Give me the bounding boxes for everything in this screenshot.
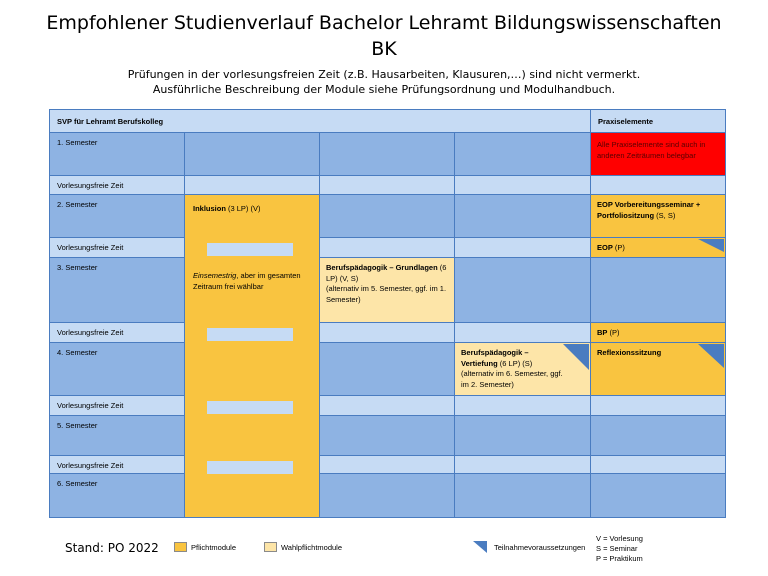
free-time-band-5 <box>207 461 293 474</box>
cell-c3-r5 <box>454 257 591 323</box>
row-semester-6: 6. Semester <box>49 473 185 518</box>
legend-prerequisite-icon <box>473 541 487 553</box>
header-svp: SVP für Lehramt Berufskolleg <box>49 109 591 133</box>
legend-abbreviations: V = Vorlesung S = Seminar P = Praktikum <box>596 534 643 563</box>
row-free-5: Vorlesungsfreie Zeit <box>49 455 185 474</box>
legend-voraussetzung: Teilnahmevoraussetzungen <box>494 543 586 552</box>
praxis-s3 <box>590 257 726 323</box>
cell-c2-r4 <box>319 237 455 258</box>
row-semester-3: 3. Semester <box>49 257 185 323</box>
legend-wahlpflicht: Wahlpflichtmodule <box>281 543 342 552</box>
cell-c3-r6 <box>454 322 591 343</box>
praxis-bp: BP (P) <box>590 322 726 343</box>
praxis-note-red: Alle Praxiselemente sind auch in anderen Zeiträumen belegbar <box>590 132 726 176</box>
legend-swatch-pflicht <box>174 542 187 552</box>
prerequisite-marker-reflexion <box>698 344 724 368</box>
praxis-free-5 <box>590 455 726 474</box>
legend-swatch-wahlpflicht <box>264 542 277 552</box>
praxis-eop-seminar: EOP Vorbereitungsseminar + Portfoliositzung (S, S) <box>590 194 726 238</box>
free-time-band-4 <box>207 401 293 414</box>
row-semester-5: 5. Semester <box>49 415 185 456</box>
praxis-s5 <box>590 415 726 456</box>
cell-c3-r11 <box>454 473 591 518</box>
module-inklusion: Inklusion (3 LP) (V) Einsemestrig, aber im gesamten Zeitraum frei wählbar <box>184 194 320 518</box>
row-semester-4: 4. Semester <box>49 342 185 396</box>
prerequisite-marker-eop <box>698 239 724 252</box>
cell-c1-s1 <box>184 132 320 176</box>
cell-c1-f1 <box>184 175 320 195</box>
praxis-eop: EOP (P) <box>590 237 726 258</box>
module-berufspaedagogik-grundlagen: Berufspädagogik – Grundlagen (6 LP) (V, S) (alternativ im 5. Semester, ggf. im 1. Semester) <box>319 257 455 323</box>
cell-c3-r9 <box>454 415 591 456</box>
free-time-band-2 <box>207 243 293 256</box>
page-title: Empfohlener Studienverlauf Bachelor Lehramt Bildungswissenschaften BK <box>46 12 722 60</box>
page-subtitle: Prüfungen in der vorlesungsfreien Zeit (z.B. Hausarbeiten, Klausuren,…) sind nicht vermerkt. Ausführliche Beschreibung der Module siehe Prüfungsordnung und Modulhandbuch. <box>127 68 641 96</box>
cell-c2-r7 <box>319 342 455 396</box>
praxis-s6 <box>590 473 726 518</box>
cell-c3-r8 <box>454 395 591 416</box>
cell-c3-r10 <box>454 455 591 474</box>
cell-c2-r2 <box>319 175 455 195</box>
row-free-3: Vorlesungsfreie Zeit <box>49 322 185 343</box>
row-free-1: Vorlesungsfreie Zeit <box>49 175 185 195</box>
praxis-free-4 <box>590 395 726 416</box>
row-semester-2: 2. Semester <box>49 194 185 238</box>
stand-label: Stand: PO 2022 <box>65 541 159 555</box>
praxis-reflexionssitzung: Reflexionssitzung <box>590 342 726 396</box>
cell-c2-r1 <box>319 132 455 176</box>
cell-c2-r11 <box>319 473 455 518</box>
cell-c3-r2 <box>454 175 591 195</box>
cell-c2-r6 <box>319 322 455 343</box>
cell-c3-r3 <box>454 194 591 238</box>
cell-c3-r4 <box>454 237 591 258</box>
praxis-free-1 <box>590 175 726 195</box>
row-free-2: Vorlesungsfreie Zeit <box>49 237 185 258</box>
module-berufspaedagogik-vertiefung: Berufspädagogik – Vertiefung (6 LP) (S) (alternativ im 6. Semester, ggf. im 2. Semester) <box>454 342 591 396</box>
free-time-band-3 <box>207 328 293 341</box>
cell-c3-r1 <box>454 132 591 176</box>
row-free-4: Vorlesungsfreie Zeit <box>49 395 185 416</box>
legend-pflicht: Pflichtmodule <box>191 543 237 552</box>
header-praxis: Praxiselemente <box>590 109 726 133</box>
study-plan-table <box>49 109 726 518</box>
cell-c2-r10 <box>319 455 455 474</box>
prerequisite-marker-vertiefung <box>563 344 589 370</box>
cell-c2-r8 <box>319 395 455 416</box>
cell-c2-r3 <box>319 194 455 238</box>
row-semester-1: 1. Semester <box>49 132 185 176</box>
cell-c2-r9 <box>319 415 455 456</box>
